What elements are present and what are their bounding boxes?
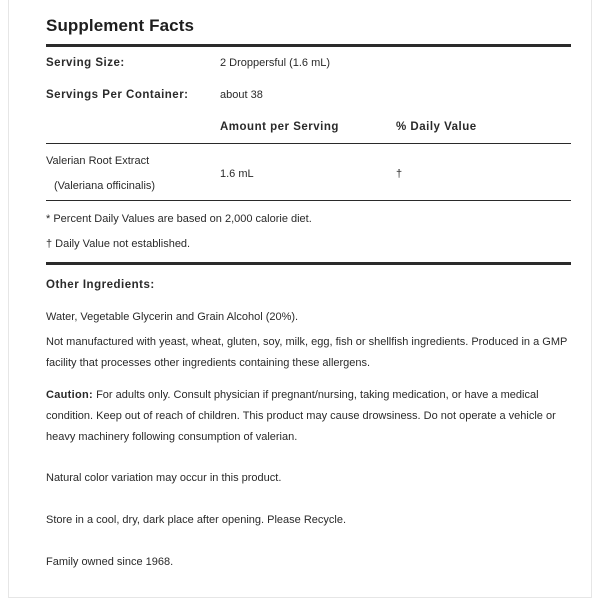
serving-size-label: Serving Size:: [46, 57, 125, 69]
color-variation-note: Natural color variation may occur in this product.: [46, 472, 282, 484]
amount-per-serving-header: Amount per Serving: [220, 121, 339, 133]
caution-line-2: condition. Keep out of reach of children. This product may cause drowsiness. Do not operate a vehicle or: [46, 410, 556, 422]
other-ingredients-heading: Other Ingredients:: [46, 279, 155, 291]
footnote-divider: [46, 262, 571, 265]
servings-per-container-value: about 38: [220, 89, 263, 101]
other-ingredients-list: Water, Vegetable Glycerin and Grain Alcohol (20%).: [46, 311, 299, 323]
ingredient-latin-name: (Valeriana officinalis): [54, 180, 156, 192]
servings-per-container-label: Servings Per Container:: [46, 89, 189, 101]
title-divider: [46, 44, 571, 47]
allergen-statement-line-1: Not manufactured with yeast, wheat, gluten, soy, milk, egg, fish or shellfish ingredients. Produced in a GMP: [46, 336, 568, 348]
allergen-statement-line-2: facility that processes other ingredients containing these allergens.: [46, 357, 371, 369]
caution-label: Caution:: [46, 389, 94, 401]
daily-value-header: % Daily Value: [396, 121, 477, 133]
storage-note: Store in a cool, dry, dark place after opening. Please Recycle.: [46, 514, 347, 526]
caution-line-1: [46, 385, 576, 406]
footnote-percent-dv: * Percent Daily Values are based on 2,000 calorie diet.: [46, 213, 312, 225]
ingredient-divider: [46, 200, 571, 201]
ingredient-daily-value: †: [396, 168, 403, 180]
caution-text-1: For adults only. Consult physician if pregnant/nursing, taking medication, or have a medical: [93, 389, 539, 401]
caution-line-3: heavy machinery following consumption of valerian.: [46, 431, 298, 443]
ingredient-amount: 1.6 mL: [220, 168, 254, 180]
footnote-not-established: † Daily Value not established.: [46, 238, 191, 250]
ingredient-name: Valerian Root Extract: [46, 155, 150, 167]
serving-size-value: 2 Droppersful (1.6 mL): [220, 57, 331, 69]
header-divider: [46, 143, 571, 144]
family-owned-note: Family owned since 1968.: [46, 556, 174, 568]
supplement-facts-title: Supplement Facts: [46, 16, 195, 35]
